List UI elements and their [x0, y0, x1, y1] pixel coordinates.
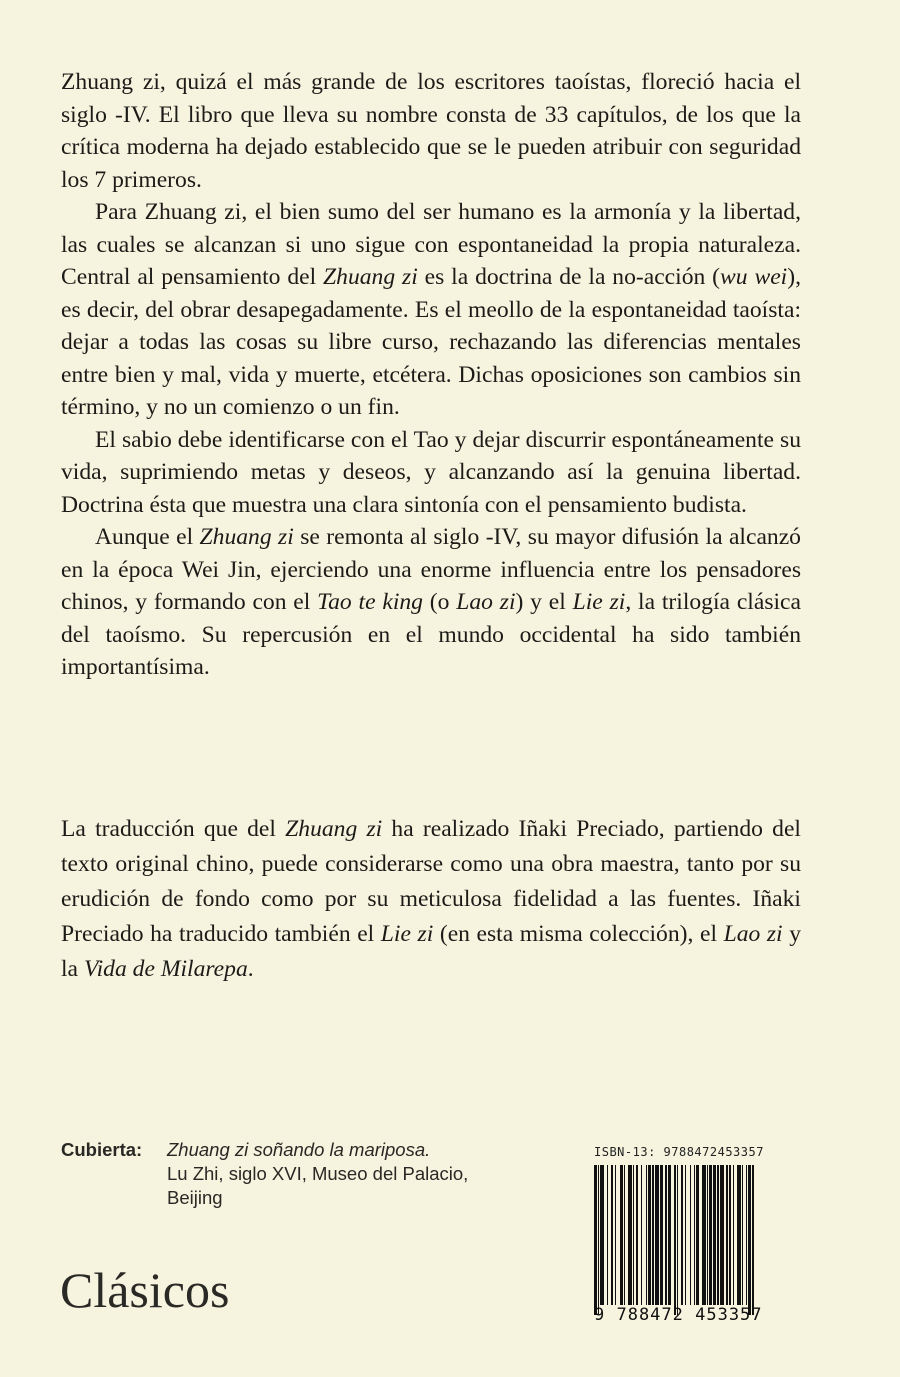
text-run: (o — [422, 589, 457, 615]
text-run: es la doctrina de la no-acción ( — [417, 264, 721, 290]
text-run: ), es decir, del obrar desapegadamente. Es el meollo de la espontaneidad taoísta: dejar a todas las cosas su libre curso, rechazando las diferencias mentales entre bien y mal, vida y muerte, etcétera. Dichas oposiciones son cambios sin término, y no un comienzo o un fin. — [61, 264, 801, 420]
synopsis-paragraph-1: Zhuang zi, quizá el más grande de los escritores taoístas, floreció hacia el siglo -IV. El libro que lleva su nombre consta de 33 capítulos, de los que la crítica moderna ha dejado establecido que se le pueden atribuir con seguridad los 7 primeros. — [61, 69, 801, 193]
text-run: y la — [61, 921, 801, 982]
translation-paragraph — [61, 812, 801, 987]
isbn-barcode — [594, 1145, 788, 1327]
artwork-origin: Lu Zhi, siglo XVI, Museo del Palacio, — [167, 1163, 469, 1184]
text-run: La traducción que del — [61, 816, 286, 842]
text-run: Para Zhuang zi, el bien sumo del ser humano es la armonía y la libertad, las cuales se alcanzan si uno sigue con espontaneidad la propia naturaleza. Central al pensamiento del — [61, 199, 801, 290]
text-run: ) y el — [515, 589, 573, 615]
artwork-location: Beijing — [167, 1187, 223, 1208]
text-run: (en esta misma colección), el — [433, 921, 724, 947]
series-logo: Clásicos — [60, 1262, 230, 1318]
isbn-digits: 9 788472 453357 — [594, 1305, 763, 1325]
barcode-bar — [752, 1165, 753, 1315]
credits-row — [61, 1138, 541, 1162]
text-run: , la trilogía clásica del taoísmo. Su repercusión en el mundo occidental ha sido también importantísima. — [61, 589, 801, 680]
term: wu wei — [720, 264, 788, 290]
synopsis — [61, 66, 801, 684]
credits-label: Cubierta: — [61, 1139, 143, 1160]
book-title: Lao zi — [456, 589, 516, 615]
isbn-header: ISBN-13: 9788472453357 — [594, 1145, 764, 1159]
book-title: Zhuang zi — [323, 264, 418, 290]
synopsis-paragraph-3: El sabio debe identificarse con el Tao y dejar discurrir espontáneamente su vida, suprimiendo metas y deseos, y alcanzando así la genuina libertad. Doctrina ésta que muestra una clara sintonía con el pensamiento budista. — [61, 426, 801, 518]
book-title: Vida de Milarepa — [83, 956, 248, 982]
artwork-title: Zhuang zi soñando la mariposa. — [167, 1139, 431, 1160]
book-title: Lie zi — [572, 589, 626, 615]
text-run: . — [247, 956, 254, 982]
book-title: Tao te king — [317, 589, 423, 615]
synopsis-paragraph-4 — [61, 521, 801, 684]
translation-note — [61, 812, 801, 987]
cover-credits — [61, 1138, 541, 1210]
book-title: Lao zi — [723, 921, 783, 947]
book-title: Lie zi — [380, 921, 434, 947]
book-title: Zhuang zi — [285, 816, 383, 842]
text-run: Aunque el — [95, 524, 200, 550]
text-run: se remonta al siglo -IV, su mayor difusión la alcanzó en la época Wei Jin, ejerciendo una enorme influencia entre los pensadores chinos, y formando con el — [61, 524, 801, 615]
barcode-bars — [594, 1165, 784, 1305]
text-run: ha realizado Iñaki Preciado, partiendo del texto original chino, puede considerarse como una obra maestra, tanto por su erudición de fondo como por su meticulosa fidelidad a las fuentes. Iñaki Preciado ha traducido también el — [61, 816, 801, 947]
book-title: Zhuang zi — [199, 524, 294, 550]
synopsis-paragraph-2 — [61, 196, 801, 424]
